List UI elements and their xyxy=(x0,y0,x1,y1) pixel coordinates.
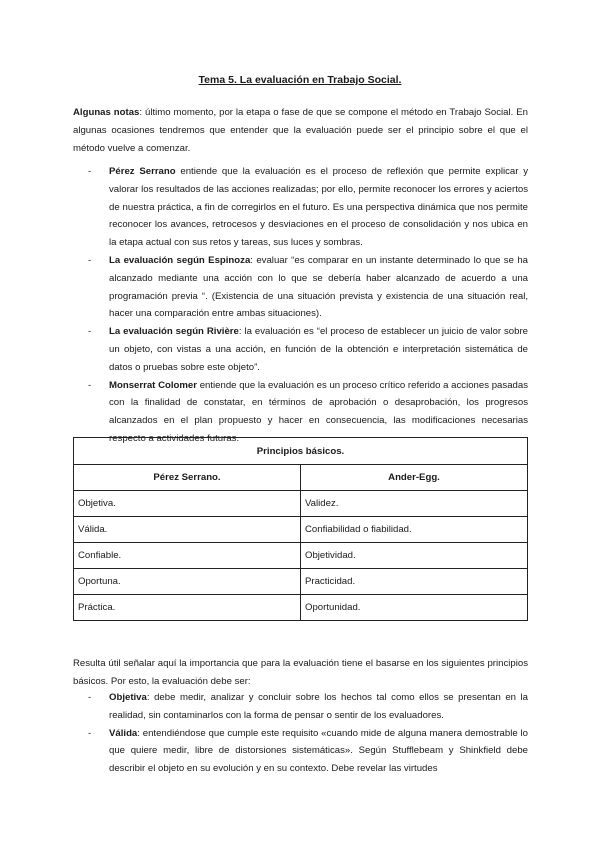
list-item xyxy=(88,163,528,252)
intro-label: Algunas notas xyxy=(73,107,140,118)
bullet-dash: - xyxy=(88,692,92,703)
definition-author: Pérez Serrano xyxy=(109,166,176,177)
bullet-dash: - xyxy=(88,326,92,338)
bullet-dash: - xyxy=(88,254,92,266)
page-title: Tema 5. La evaluación en Trabajo Social. xyxy=(198,74,402,86)
definitions-list xyxy=(88,163,528,448)
list-item xyxy=(88,323,528,376)
table-header-row xyxy=(74,465,528,491)
table-caption: Principios básicos. xyxy=(74,438,528,465)
intro-paragraph xyxy=(73,104,528,157)
table-cell: Válida. xyxy=(74,517,301,543)
bullet-dash: - xyxy=(88,379,92,391)
table-cell: Oportunidad. xyxy=(301,595,528,621)
list-item xyxy=(88,725,528,778)
table-cell: Validez. xyxy=(301,491,528,517)
bullet-dash: - xyxy=(88,166,92,177)
table-row xyxy=(74,543,528,569)
table-cell: Práctica. xyxy=(74,595,301,621)
definition-author: La evaluación según Rivière xyxy=(109,326,239,338)
table-caption-row xyxy=(74,438,528,465)
table-row xyxy=(74,595,528,621)
list-item xyxy=(88,252,528,323)
table-cell: Confiable. xyxy=(74,543,301,569)
table-cell: Oportuna. xyxy=(74,569,301,595)
column-header-ander-egg: Ander-Egg. xyxy=(301,465,528,491)
intro-text: : último momento, por la etapa o fase de que se compone el método en Trabajo Social. En algunas ocasiones tendremos que entender que la evaluación puede ser el principio sobre el que el método vuelve a comenzar. xyxy=(73,107,528,154)
definition-author: Monserrat Colomer xyxy=(109,379,197,391)
principles-table xyxy=(73,437,528,621)
requirement-text: : debe medir, analizar y concluir sobre los hechos tal como ellos se presentan en la realidad, sin contaminarlos con la forma de pensar o sentir de los evaluadores. xyxy=(109,692,528,721)
definition-author: La evaluación según Espinoza xyxy=(109,254,251,266)
table-cell: Objetividad. xyxy=(301,543,528,569)
table-row xyxy=(74,491,528,517)
requirement-text: : entendiéndose que cumple este requisito «cuando mide de alguna manera demostrable lo que quiere medir, libre de distorsiones sistemáticas». Según Stufflebeam y Shinkfield debe describir el objeto en su evolución y en su contexto. Debe revelar las virtudes xyxy=(109,727,528,775)
bullet-dash: - xyxy=(88,727,92,739)
definition-text: : la evaluación es “el proceso de establecer un juicio de valor sobre un objeto, con vistas a una acción, en función de la obtención e interpretación sistemática de datos o pruebas sobre este objeto”. xyxy=(109,326,528,373)
closing-paragraph: Resulta útil señalar aquí la importancia que para la evaluación tiene el basarse en los siguientes principios básicos. Por esto, la evaluación debe ser: xyxy=(73,658,528,687)
requirements-list xyxy=(88,689,528,778)
definition-text: entiende que la evaluación es un proceso crítico referido a acciones pasadas con la finalidad de constatar, en términos de aprobación o desaprobación, los progresos alcanzados en el plan propuesto y hacer en consecuencia, las modificaciones necesarias respecto a actividades futuras. xyxy=(109,379,528,444)
definition-text: : evaluar “es comparar en un instante determinado lo que se ha alcanzado mediante una acción con lo que se debería haber alcanzado de acuerdo a una programación previa “. (Existencia de una situación prevista y existencia de una situación real, hacer una comparación entre ambas situaciones). xyxy=(109,254,528,320)
table-row xyxy=(74,517,528,543)
list-item xyxy=(88,689,528,725)
table-cell: Confiabilidad o fiabilidad. xyxy=(301,517,528,543)
requirement-label: Objetiva xyxy=(109,692,147,703)
table-cell: Practicidad. xyxy=(301,569,528,595)
definition-text: entiende que la evaluación es el proceso de reflexión que permite explicar y valorar los resultados de las acciones realizadas; por ello, permite reconocer los errores y aciertos de nuestra práctica, a fin de corregirlos en el futuro. Es una perspectiva dinámica que nos permite reconocer los avances, retrocesos y desviaciones en el proceso de consolidación y nos ubica en la etapa actual con sus retos y tareas, sus luces y sombras. xyxy=(109,166,528,249)
table-cell: Objetiva. xyxy=(74,491,301,517)
column-header-perez-serrano: Pérez Serrano. xyxy=(74,465,301,491)
table-row xyxy=(74,569,528,595)
requirement-label: Válida xyxy=(109,727,138,739)
